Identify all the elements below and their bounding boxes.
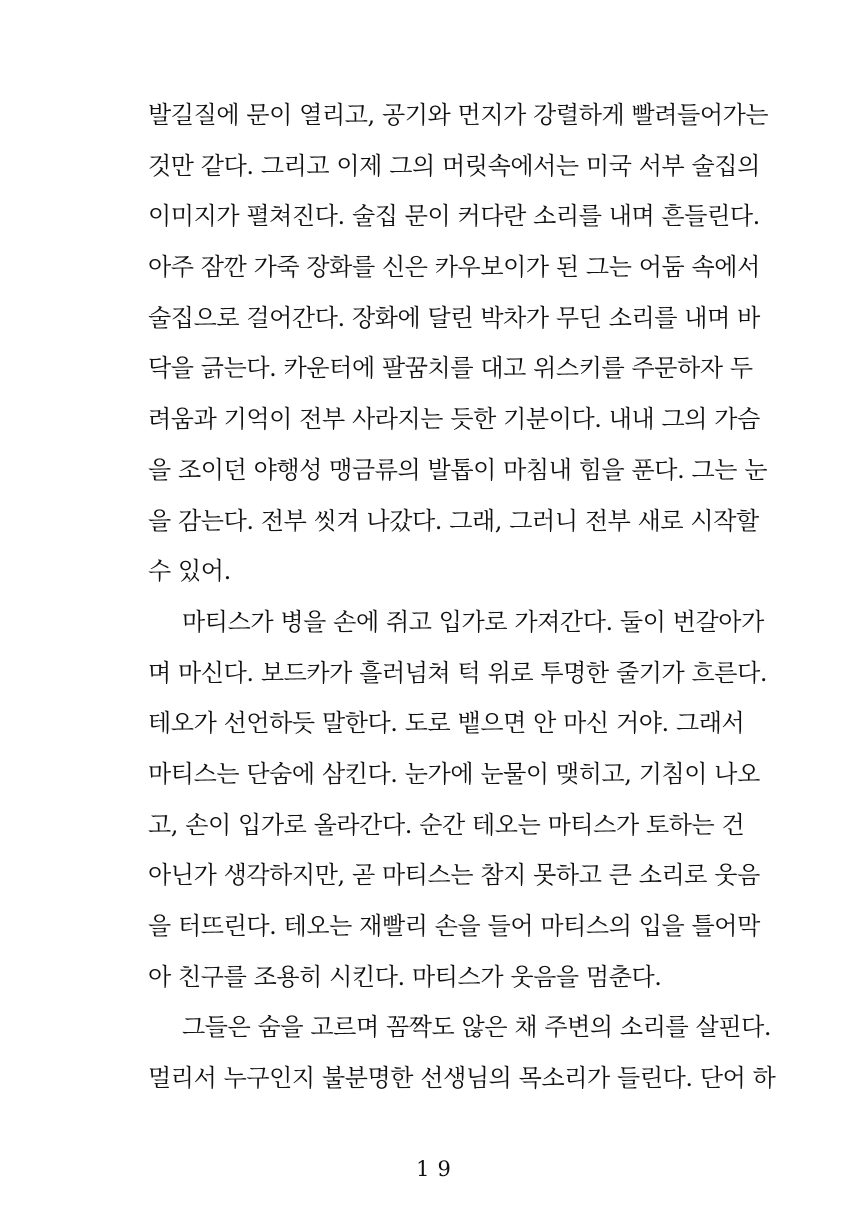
paragraph-start-line: 그들은 숨을 고르며 꼼짝도 않은 채 주변의 소리를 살핀다. [182, 1013, 772, 1042]
paragraph-start-line: 마티스가 병을 손에 쥐고 입가로 가져간다. 둘이 번갈아가 [182, 607, 764, 636]
text-line: 테오가 선언하듯 말한다. 도로 뱉으면 안 마신 거야. 그래서 [148, 709, 745, 738]
text-line: 술집으로 걸어간다. 장화에 달린 박차가 무딘 소리를 내며 바 [148, 303, 760, 332]
text-line: 아 친구를 조용히 시킨다. 마티스가 웃음을 멈춘다. [148, 962, 662, 991]
text-line: 을 터뜨린다. 테오는 재빨리 손을 들어 마티스의 입을 틀어막 [148, 912, 760, 940]
text-line: 멀리서 누구인지 불분명한 선생님의 목소리가 들린다. 단어 하 [148, 1064, 776, 1093]
text-line: 아주 잠깐 가죽 장화를 신은 카우보이가 된 그는 어둠 속에서 [148, 253, 760, 282]
text-line: 마티스는 단숨에 삼킨다. 눈가에 눈물이 맺히고, 기침이 나오 [148, 759, 760, 788]
text-line: 며 마신다. 보드카가 흘러넘쳐 턱 위로 투명한 줄기가 흐른다. [148, 658, 768, 687]
page-number: 19 [416, 1157, 459, 1181]
text-line: 을 조이던 야행성 맹금류의 발톱이 마침내 힘을 푼다. 그는 눈 [148, 455, 768, 484]
text-line: 닥을 긁는다. 카운터에 팔꿈치를 대고 위스키를 주문하자 두 [148, 354, 753, 383]
text-line: 아닌가 생각하지만, 곧 마티스는 참지 못하고 큰 소리로 웃음 [148, 861, 760, 890]
text-line: 발길질에 문이 열리고, 공기와 먼지가 강렬하게 빨려들어가는 [148, 101, 769, 129]
page-body-text [148, 90, 776, 1104]
text-line: 수 있어. [148, 557, 231, 586]
text-line: 이미지가 펼쳐진다. 술집 문이 커다란 소리를 내며 흔들린다. [148, 202, 760, 231]
text-line: 것만 같다. 그리고 이제 그의 머릿속에서는 미국 서부 술집의 [148, 151, 760, 180]
text-line: 고, 손이 입가로 올라간다. 순간 테오는 마티스가 토하는 건 [148, 810, 745, 839]
text-line: 려움과 기억이 전부 사라지는 듯한 기분이다. 내내 그의 가슴 [148, 405, 760, 434]
text-line: 을 감는다. 전부 씻겨 나갔다. 그래, 그러니 전부 새로 시작할 [148, 506, 759, 535]
